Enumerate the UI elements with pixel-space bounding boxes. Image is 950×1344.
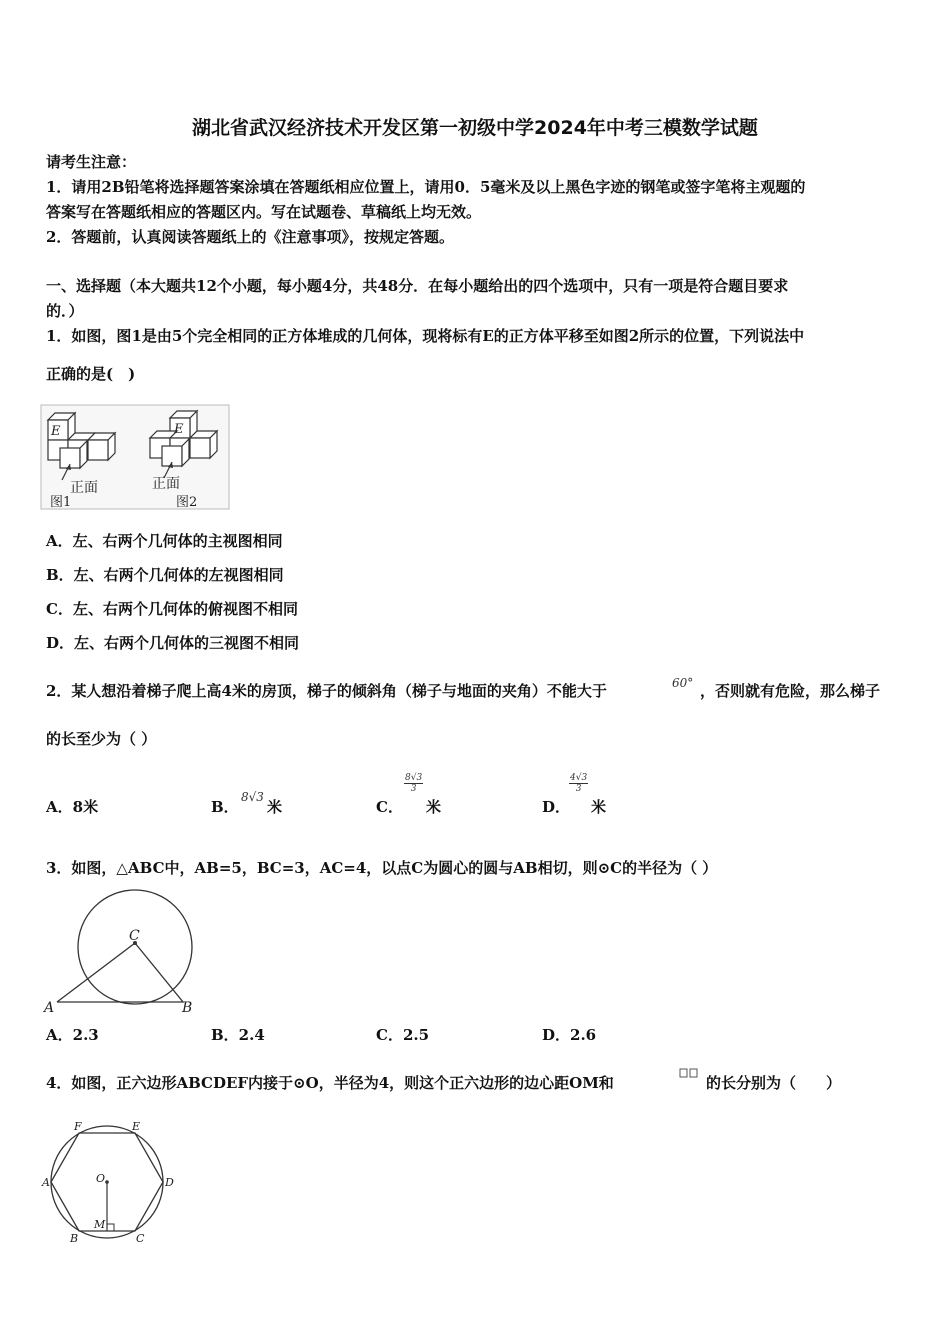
- q2-option-d-fraction: [569, 773, 588, 794]
- notice-heading: 请考生注意：: [46, 153, 137, 171]
- q2-option-c-denominator: 3: [410, 784, 417, 794]
- notice-line-2: 2．答题前，认真阅读答题纸上的《注意事项》，按规定答题。: [46, 228, 454, 246]
- q2-stem-line-1b: ，否则就有危险，那么梯子: [700, 682, 881, 700]
- q2-option-b-unit: 米: [267, 798, 283, 816]
- q1-fig2-front-label: 正面: [152, 476, 180, 492]
- q4-label-c: C: [136, 1232, 145, 1245]
- q2-option-c-numerator: 8√3: [405, 773, 423, 783]
- q4-label-b: B: [70, 1232, 79, 1245]
- q1-option-b: B．左、右两个几何体的左视图相同: [46, 566, 284, 584]
- q2-stem-line-1a: 2．某人想沿着梯子爬上高4米的房顶，梯子的倾斜角（梯子与地面的夹角）不能大于: [46, 682, 607, 700]
- q1-stem-line-2: 正确的是( ): [46, 365, 136, 383]
- q3-stem: 3．如图，△ABC中，AB=5，BC=3，AC=4，以点C为圆心的圆与AB相切，则⊙C的半径为（ ）: [46, 859, 718, 877]
- q4-stem-b: 的长分别为（ ）: [706, 1074, 842, 1092]
- q4-label-d: D: [165, 1176, 174, 1189]
- page-title: 湖北省武汉经济技术开发区第一初级中学2024年中考三模数学试题: [192, 117, 758, 139]
- q3-option-a: A．2.3: [46, 1026, 99, 1044]
- q3-label-b: B: [182, 1000, 193, 1014]
- q1-fig2-caption: 图2: [176, 495, 198, 510]
- q1-fig2-label-e: E: [174, 422, 184, 437]
- q2-option-d-denominator: 3: [575, 784, 582, 794]
- q3-option-d: D．2.6: [542, 1026, 597, 1044]
- q2-option-d-numerator: 4√3: [570, 773, 588, 783]
- q1-fig1-caption: 图1: [50, 495, 72, 510]
- q4-label-e: E: [132, 1120, 141, 1133]
- q4-label-a: A: [42, 1176, 50, 1189]
- q2-option-b-math: 8√3: [241, 790, 264, 804]
- q2-option-c-label: C．: [376, 798, 403, 816]
- q1-fig1-front-label: 正面: [70, 480, 98, 496]
- section-heading-line-1: 一、选择题（本大题共12个小题，每小题4分，共48分．在每小题给出的四个选项中，只有一项是符合题目要求: [46, 277, 789, 295]
- notice-line-1a: 1．请用2B铅笔将选择题答案涂填在答题纸相应位置上，请用0．5毫米及以上黑色字迹的钢笔或签字笔将主观题的: [46, 178, 806, 196]
- q4-stem-a: 4．如图，正六边形ABCDEF内接于⊙O，半径为4，则这个正六边形的边心距OM和: [46, 1074, 614, 1092]
- q2-option-a: A．8米: [46, 798, 99, 816]
- q4-label-o: O: [96, 1172, 106, 1185]
- q1-option-a: A．左、右两个几何体的主视图相同: [46, 532, 283, 550]
- q3-option-c: C．2.5: [376, 1026, 430, 1044]
- q4-hexagon-figure: [40, 1118, 180, 1248]
- q2-option-d-label: D．: [542, 798, 571, 816]
- q1-stem-line-1: 1．如图，图1是由5个完全相同的正方体堆成的几何体，现将标有E的正方体平移至如图2所示的位置，下列说法中: [46, 327, 805, 345]
- q1-option-c: C．左、右两个几何体的俯视图不相同: [46, 600, 298, 618]
- q1-fig1-label-e: E: [51, 424, 61, 439]
- q4-missing-symbol-icon: [679, 1068, 699, 1078]
- q1-cube-figure: [40, 404, 230, 510]
- q4-label-f: F: [74, 1120, 82, 1133]
- q2-option-c-unit: 米: [426, 798, 442, 816]
- q3-option-b: B．2.4: [211, 1026, 265, 1044]
- q3-label-c: C: [129, 928, 140, 944]
- q2-angle: 60°: [672, 676, 694, 690]
- q2-option-b-label: B．: [211, 798, 239, 816]
- q4-label-m: M: [94, 1218, 106, 1231]
- q2-option-d-unit: 米: [591, 798, 607, 816]
- q2-option-c-fraction: [404, 773, 423, 794]
- notice-line-1b: 答案写在答题纸相应的答题区内。写在试题卷、草稿纸上均无效。: [46, 203, 482, 221]
- q1-option-d: D．左、右两个几何体的三视图不相同: [46, 634, 300, 652]
- q3-circle-figure: [40, 884, 200, 1014]
- section-heading-line-2: 的．）: [46, 302, 84, 320]
- q2-stem-line-2: 的长至少为（ ）: [46, 730, 157, 748]
- q3-label-a: A: [44, 1000, 55, 1014]
